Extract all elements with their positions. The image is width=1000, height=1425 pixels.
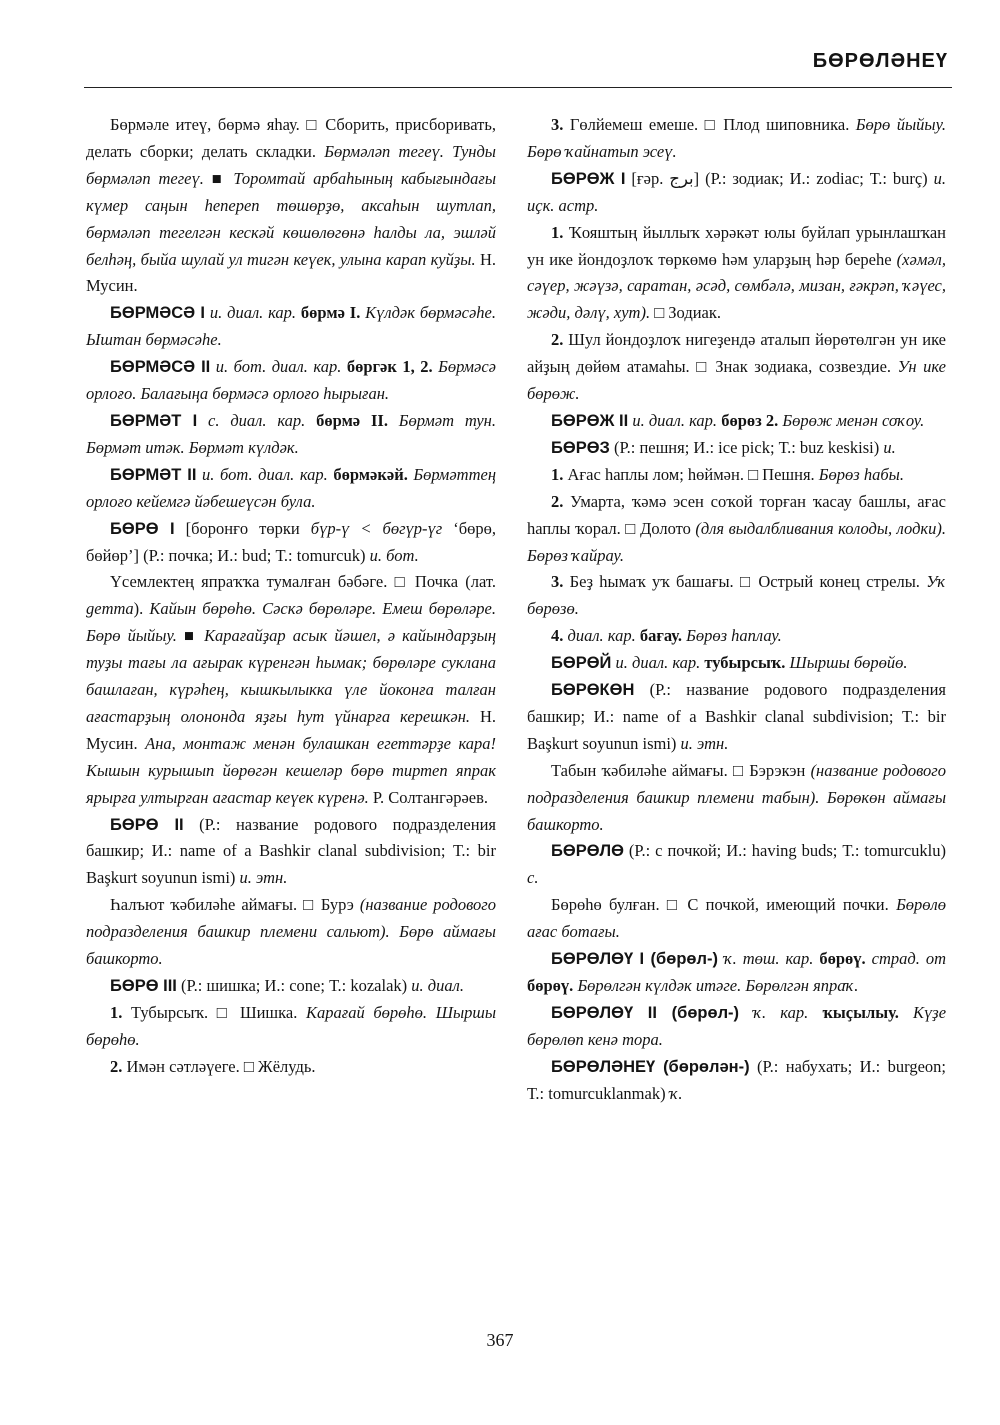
entry-italic-text: Бөрмәт тун. Бөрмәт итәк. Бөрмәт күлдәк. bbox=[86, 410, 496, 457]
entry-italic-text: Бөрөз һабы. bbox=[818, 464, 904, 484]
entry-text: [ғәр. برج] (Р.: зодиак; И.: zodiac; Т.: burç) bbox=[625, 168, 934, 188]
entry-italic-text: (для выдалбливания колоды, лодки). Бөрөз ҡайрау. bbox=[527, 518, 947, 565]
dictionary-entry bbox=[527, 946, 946, 1000]
entry-text: (Р.: название родового подразделения башкир; И.: name of a Bashkir clanal subdivision; Т.: bir Başkurt soyunun ismi) bbox=[86, 814, 496, 888]
entry-italic-text: Карағай бөрөһө. Шыршы бөрөһө. bbox=[86, 1002, 496, 1049]
entry-italic-text: (название родового подразделения башкир племени табын). Бөрөкөн аймағы башкорто. bbox=[527, 760, 946, 834]
entry-italic-text: Ун ике бөрөж. bbox=[527, 357, 946, 404]
dictionary-entry bbox=[527, 327, 946, 408]
headword: БӨРМӘСӘ II bbox=[110, 358, 211, 377]
entry-text: Н. Мусин. bbox=[86, 249, 497, 296]
entry-text: Ағас һаплы лом; һөймән. □ Пешня. bbox=[563, 464, 819, 484]
entry-italic-text: ҡ. bbox=[669, 1083, 683, 1103]
headword: БӨРӨКӨН bbox=[551, 681, 635, 700]
entry-italic-text: и. иҫк. астр. bbox=[527, 168, 946, 215]
entry-text: (Р.: с почкой; И.: having buds; Т.: tomurcuklu) bbox=[623, 841, 946, 861]
entry-text: Н. Мусин. bbox=[86, 706, 496, 753]
headword: БӨРӨЛӨ bbox=[551, 842, 624, 861]
headword: БӨРМӘТ I bbox=[110, 411, 198, 430]
entry-italic-text: бүр-ү < бөгүр-үг bbox=[310, 518, 443, 538]
entry-text: Һалъют ҡәбиләһе аймағы. □ Бурэ bbox=[110, 895, 360, 915]
dictionary-entry bbox=[527, 462, 946, 489]
headword: БӨРӨЛӨҮ I (бөрөл-) bbox=[551, 950, 718, 969]
dictionary-entry bbox=[527, 435, 946, 462]
entry-italic-text: Күҙе бөрөлөп кенә тора. bbox=[527, 1002, 947, 1049]
entry-text: Табын ҡәбиләһе аймағы. □ Бэрэкэн bbox=[551, 760, 811, 780]
entry-bold-ref: бөргәк 1, 2. bbox=[346, 357, 433, 377]
entry-italic-text: Шыршы бөрөйө. bbox=[785, 653, 908, 673]
entry-italic-text: с. диал. кар. bbox=[197, 410, 317, 430]
entry-italic-text: и. диал. bbox=[411, 976, 464, 995]
entry-italic-text: Бөрмәттең орлоғо кейемгә йәбешеүсән була. bbox=[86, 464, 496, 511]
entry-italic-text: ҡ. кар. bbox=[739, 1002, 823, 1022]
dictionary-entry bbox=[86, 973, 496, 1000]
entry-italic-text: Күлдәк бөрмәсәһе. Ыштан бөрмәсәһе. bbox=[86, 303, 497, 350]
headword: БӨРӨ II bbox=[110, 815, 184, 834]
entry-italic-text: и. бот. диал. кар. bbox=[196, 464, 334, 484]
right-column bbox=[527, 112, 946, 1108]
left-column bbox=[86, 112, 496, 1081]
entry-text: Беҙ һымаҡ уҡ башағы. □ Острый конец стрелы. bbox=[563, 572, 927, 592]
entry-bold-ref: бөрөз 2. bbox=[721, 410, 779, 430]
dictionary-entry bbox=[527, 892, 946, 946]
dictionary-entry bbox=[527, 408, 946, 435]
entry-bold-ref: 3. bbox=[551, 572, 564, 592]
entry-italic-text: Бөрөлө ағас ботағы. bbox=[527, 895, 946, 942]
entry-bold-ref: бөрөү. bbox=[527, 976, 574, 995]
entry-italic-text: Ана, монтаж менән булашкан егеттәрҙе кара! Кышын курышып йөрөгән кешеләр бөрө тиртеп япрак ярырға ултырған ағастар кеүек күренә. bbox=[86, 733, 496, 807]
headword: БӨРӨЛӘНЕҮ (бөрөлән-) bbox=[551, 1057, 750, 1076]
entry-text: (Р.: пешня; И.: ice pick; Т.: buz keskisi) bbox=[609, 437, 884, 457]
entry-italic-text: страд. от bbox=[865, 949, 946, 969]
entry-text: Бөрөһө булған. □ С почкой, имеющий почки. bbox=[551, 895, 897, 915]
entry-italic-text: Бөрө йыйыу. Бөрө ҡайнатып эсеү. bbox=[527, 115, 946, 161]
dictionary-entry bbox=[527, 489, 946, 570]
dictionary-entry bbox=[86, 354, 496, 408]
entry-italic-text: ҡ. төш. кар. bbox=[717, 949, 820, 969]
dictionary-entry bbox=[86, 300, 496, 354]
dictionary-entry bbox=[86, 569, 496, 811]
entry-text: Шул йондоҙлоҡ нигеҙендә аталып йөрөтөлгән ун ике айҙың дөйөм атамаһы. □ Знак зодиака, созвездие. bbox=[527, 330, 946, 377]
entry-text: Бөрмәле итеү, бөрмә яһау. □ Сборить, присборивать, делать сборки; делать складки. bbox=[86, 115, 496, 161]
entry-text: Умарта, ҡәмә эсен соҡой торған ҡасау башлы, ағас һаплы ҡорал. □ Долото bbox=[527, 491, 946, 538]
entry-italic-text: диал. кар. bbox=[563, 626, 640, 646]
entry-bold-ref: 1. bbox=[551, 222, 564, 242]
entry-bold-ref: тубырсыҡ. bbox=[704, 653, 786, 673]
entry-text: Р. Солтангәрәев. bbox=[368, 787, 489, 807]
entry-italic-text: Уҡ бөрөзө. bbox=[527, 572, 946, 619]
dictionary-entry bbox=[86, 516, 496, 570]
headword: БӨРМӘТ II bbox=[110, 465, 197, 484]
dictionary-entry bbox=[86, 1000, 496, 1054]
dictionary-entry bbox=[86, 462, 496, 516]
entry-bold-ref: 2. bbox=[551, 491, 564, 511]
header-rule bbox=[84, 87, 952, 88]
entry-bold-ref: 2. bbox=[110, 1056, 123, 1076]
dictionary-entry bbox=[527, 650, 946, 677]
entry-italic-text: (название родового подразделения башкир племени сальют). Бөрө аймағы башкорто. bbox=[86, 895, 496, 969]
dictionary-entry bbox=[527, 220, 946, 328]
entry-italic-text: Кайын бөрөһө. Сәскә бөрөләре. Емеш бөрөләре. Бөрө йыйыу. bbox=[86, 599, 497, 646]
headword: БӨРӨЖ I bbox=[551, 169, 626, 188]
entry-italic-text: Бөрөз һаплау. bbox=[682, 626, 782, 646]
headword: БӨРӨЖ II bbox=[551, 411, 629, 430]
entry-bold-ref: бөрөү. bbox=[819, 949, 866, 969]
entry-bold-ref: бағау. bbox=[639, 626, 682, 646]
dictionary-entry bbox=[527, 758, 946, 839]
entry-text: [боронғо төрки bbox=[174, 518, 311, 538]
entry-italic-text: Торомтай арбаһының кабығындағы күмер саңын һепереп төшөрҙө, аксаһын шутлап, бөрмәләп тегелгән кескәй көшөлөгөнә һалды ла, эшләй белһәң, быйа шулай ул тигән кеүек, улына карап куйҙы. bbox=[86, 168, 497, 269]
dictionary-entry bbox=[527, 1000, 946, 1054]
entry-italic-text: Бөрмәләп тегеү. Тунды бөрмәләп тегеү. bbox=[86, 141, 496, 188]
entry-italic-text: Бөрмәсә орлоғо. Балағыңа бөрмәсә орлоғо һырыған. bbox=[86, 357, 497, 404]
dictionary-entry bbox=[86, 112, 496, 300]
dictionary-entry bbox=[86, 892, 496, 973]
entry-bold-ref: 1. bbox=[110, 1002, 123, 1022]
entry-text: Имән сәтләүеге. □ Жёлудь. bbox=[122, 1056, 316, 1076]
headword: БӨРӨ I bbox=[110, 519, 175, 538]
headword: БӨРӨЗ bbox=[551, 438, 610, 457]
entry-text: (Р.: название родового подразделения башкир; И.: name of a Bashkir clanal subdivision; Т.: bir Başkurt soyunun ismi) bbox=[527, 680, 946, 753]
entry-bold-ref: 4. bbox=[551, 626, 564, 646]
entry-italic-text: и. этн. bbox=[239, 868, 288, 888]
entry-text: (Р.: набухать; И.: burgeon; Т.: tomurcuklanmak) bbox=[527, 1056, 947, 1103]
entry-italic-text: и. bbox=[883, 437, 896, 457]
dictionary-entry bbox=[527, 838, 946, 892]
entry-text: Гөлйемеш емеше. □ Плод шиповника. bbox=[563, 115, 856, 134]
dictionary-entry bbox=[86, 812, 496, 893]
headword: БӨРМӘСӘ I bbox=[110, 304, 206, 323]
dictionary-entry bbox=[527, 1054, 946, 1108]
entry-italic-text: (хәмәл, сәүер, жәүзә, саратан, әсәд, сөмбәлә, мизан, ғәкрәп, ҡәүес, жәди, дәлү, хут). bbox=[527, 249, 946, 323]
entry-italic-text: Карағайҙар асык йәшел, ә кайындарҙың туҙы тағы ла ағырак күренгән һымак; бөрөләре суклана башлаған, күрәһең, кышкылыкка үле йоконға талған ағастарҙың олононда яҙғы һут үйнарға керешкән. bbox=[86, 626, 496, 726]
headword: БӨРӨЙ bbox=[551, 654, 612, 673]
dictionary-entry bbox=[86, 408, 496, 462]
entry-bold-ref: бөрмә I. bbox=[300, 303, 361, 323]
entry-italic-text: и. диал. кар. bbox=[628, 410, 722, 430]
entry-text: Үсемлектең япраҡҡа тумалған бәбәге. □ Почка (лат. bbox=[110, 572, 496, 592]
dictionary-entry bbox=[527, 112, 946, 166]
entry-text: Ҡояштың йыллыҡ хәрәкәт юлы буйлап урынлашҡан ун ике йондоҙлоҡ төркөмө һәм уларҙың һәр береһе bbox=[527, 222, 946, 269]
entry-italic-text: и. бот. диал. кар. bbox=[210, 357, 347, 377]
dictionary-entry bbox=[86, 1054, 496, 1081]
entry-text: ■ bbox=[176, 626, 205, 646]
entry-text: ). bbox=[133, 599, 150, 619]
entry-italic-text: gemma bbox=[86, 599, 134, 619]
entry-italic-text: и. этн. bbox=[680, 733, 729, 753]
entry-italic-text: и. диал. кар. bbox=[611, 653, 705, 673]
entry-italic-text: Бөрөлгән күлдәк итәге. Бөрөлгән япраҡ. bbox=[573, 976, 859, 995]
entry-italic-text: и. бот. bbox=[369, 545, 419, 565]
entry-bold-ref: 3. bbox=[551, 115, 564, 134]
entry-bold-ref: ҡыҫылыу. bbox=[822, 1002, 899, 1022]
entry-italic-text: и. диал. кар. bbox=[205, 303, 301, 323]
running-head: БӨРӨЛӘНЕҮ bbox=[812, 50, 948, 72]
page-number: 367 bbox=[486, 1330, 514, 1350]
entry-bold-ref: 2. bbox=[551, 330, 564, 350]
entry-bold-ref: бөрмә II. bbox=[316, 410, 388, 430]
entry-text: □ Зодиак. bbox=[650, 303, 722, 323]
entry-italic-text: с. bbox=[527, 868, 539, 888]
entry-text: (Р.: шишка; И.: cone; Т.: kozalak) bbox=[176, 976, 412, 995]
dictionary-entry bbox=[527, 166, 946, 220]
entry-bold-ref: бөрмәкәй. bbox=[333, 464, 408, 484]
dictionary-entry bbox=[527, 569, 946, 623]
entry-italic-text: Бөрөж менән соҡоу. bbox=[778, 410, 925, 430]
entry-bold-ref: 1. bbox=[551, 464, 564, 484]
entry-text: ■ bbox=[203, 168, 234, 188]
dictionary-entry bbox=[527, 677, 946, 758]
dictionary-entry bbox=[527, 623, 946, 650]
headword: БӨРӨЛӨҮ II (бөрөл-) bbox=[551, 1003, 740, 1022]
entry-text: ‘бөрө, бөйөр’] (Р.: почка; И.: bud; Т.: tomurcuk) bbox=[86, 518, 497, 565]
entry-text: Тубырсыҡ. □ Шишка. bbox=[122, 1002, 307, 1022]
headword: БӨРӨ III bbox=[110, 977, 177, 995]
